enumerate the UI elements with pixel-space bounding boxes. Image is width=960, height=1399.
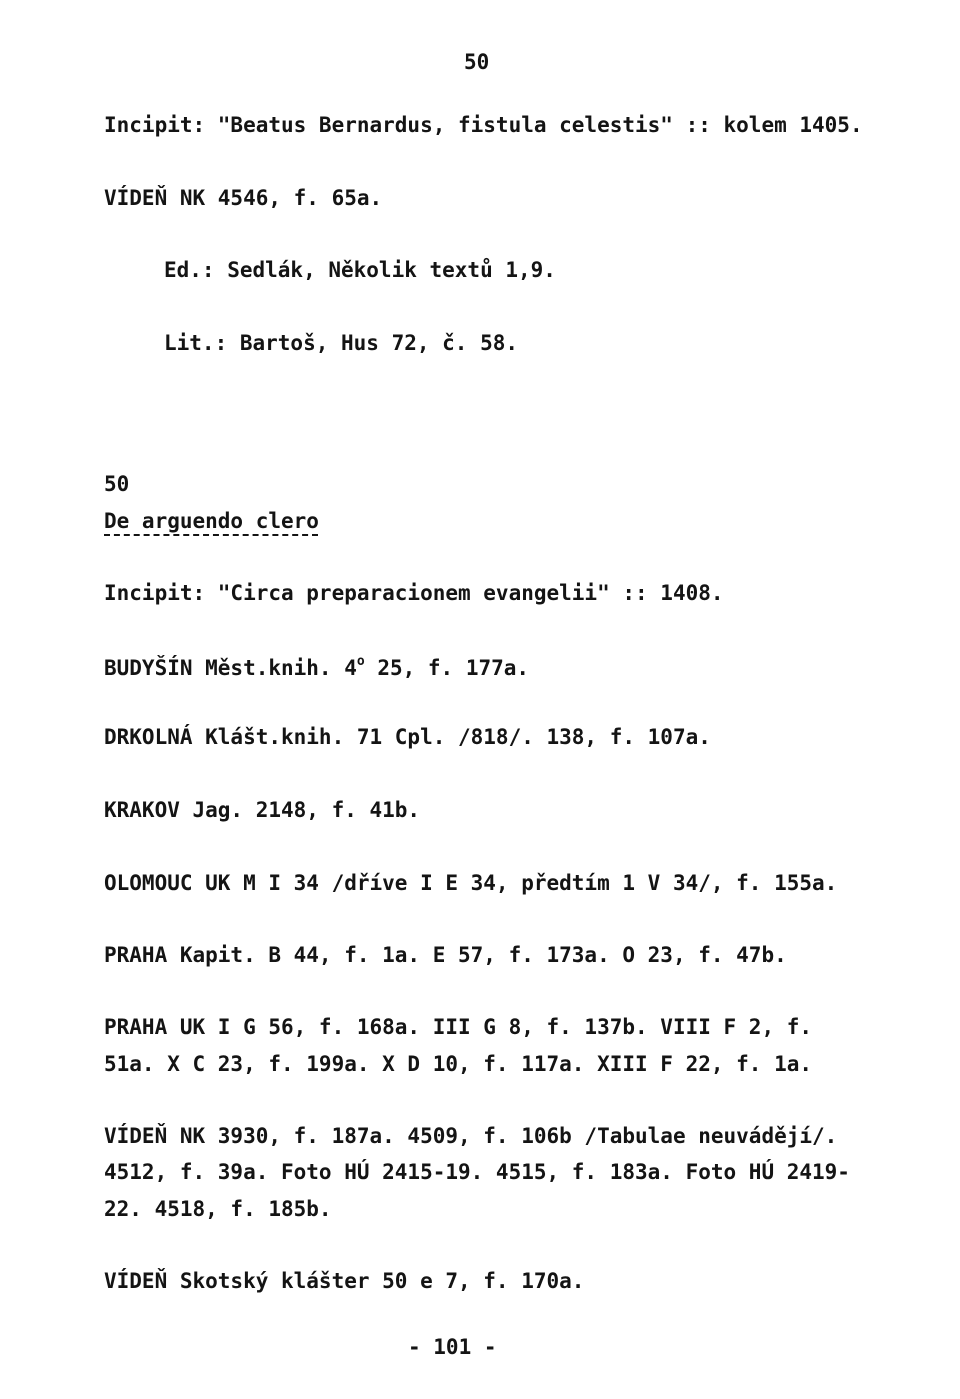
manuscript-line: OLOMOUC UK M I 34 /dříve I E 34, předtím 1 V 34/, f. 155a. [104, 871, 838, 895]
prev-incipit: Incipit: "Beatus Bernardus, fistula celestis" :: kolem 1405. [104, 113, 863, 137]
entry-title: De arguendo clero [104, 509, 319, 533]
manuscript-line: DRKOLNÁ Klášt.knih. 71 Cpl. /818/. 138, f. 107a. [104, 725, 711, 749]
manuscript-line: VÍDEŇ Skotský klášter 50 e 7, f. 170a. [104, 1269, 585, 1293]
prev-literature: Lit.: Bartoš, Hus 72, č. 58. [164, 331, 519, 355]
budysin-text-a: BUDYŠÍN Měst.knih. 4 [104, 656, 357, 680]
manuscript-line: KRAKOV Jag. 2148, f. 41b. [104, 798, 421, 822]
top-page-number: 50 [464, 50, 490, 74]
entry-incipit: Incipit: "Circa preparacionem evangelii" :: 1408. [104, 581, 724, 605]
manuscript-budysin [104, 655, 529, 679]
prev-edition: Ed.: Sedlák, Několik textů 1,9. [164, 258, 556, 282]
budysin-superscript: o [356, 654, 365, 669]
footer-page-number: - 101 - [408, 1335, 497, 1359]
manuscript-line: 22. 4518, f. 185b. [104, 1197, 332, 1221]
manuscript-line: PRAHA UK I G 56, f. 168a. III G 8, f. 137b. VIII F 2, f. [104, 1015, 813, 1039]
manuscript-line: PRAHA Kapit. B 44, f. 1a. E 57, f. 173a. O 23, f. 47b. [104, 943, 787, 967]
prev-manuscript: VÍDEŇ NK 4546, f. 65a. [104, 186, 383, 210]
manuscript-line: VÍDEŇ NK 3930, f. 187a. 4509, f. 106b /Tabulae neuvádějí/. [104, 1124, 838, 1148]
entry-number: 50 [104, 472, 130, 496]
budysin-text-b: 25, f. 177a. [364, 656, 530, 680]
manuscript-line: 51a. X C 23, f. 199a. X D 10, f. 117a. XIII F 22, f. 1a. [104, 1052, 813, 1076]
manuscript-line: 4512, f. 39a. Foto HÚ 2415-19. 4515, f. 183a. Foto HÚ 2419- [104, 1160, 850, 1184]
